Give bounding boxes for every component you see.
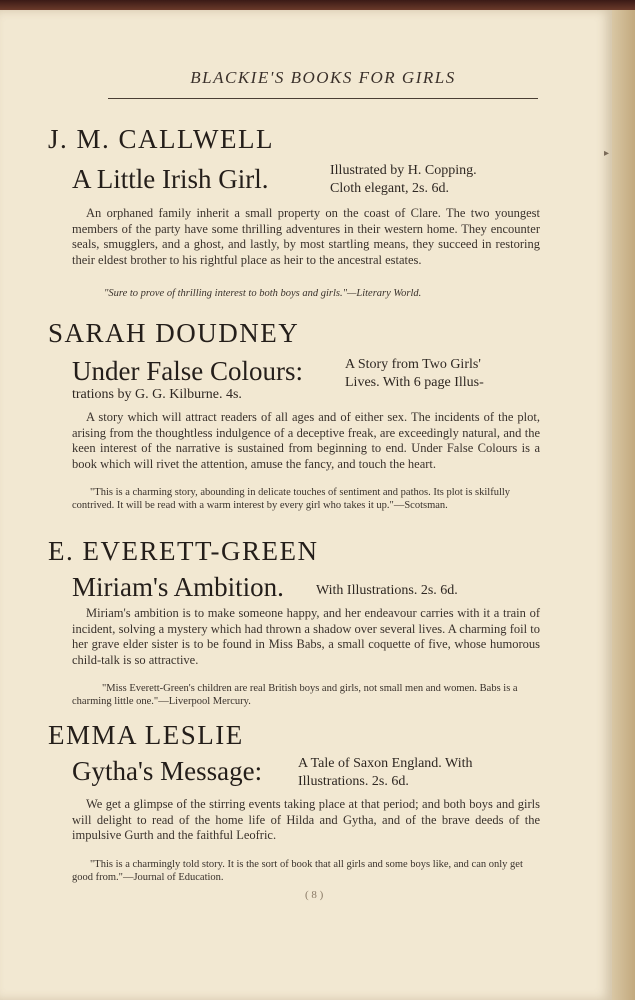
book-details <box>345 356 540 392</box>
book-details: With Illustrations. 2s. 6d. <box>316 583 458 598</box>
book-description: We get a glimpse of the stirring events taking place at that period; and both boys and girls will delight to read of the home life of Hilda and Gytha, and of the brave deeds of the impulsive Gurth and the faithful Leofric. <box>72 797 540 843</box>
margin-mark: ▸ <box>604 148 610 159</box>
book-details-line: A Story from Two Girls' <box>345 357 481 372</box>
book-details-line: Cloth elegant, 2s. 6d. <box>330 181 449 196</box>
author-heading: J. M. CALLWELL <box>48 124 274 154</box>
author-heading: EMMA LESLIE <box>48 720 244 750</box>
book-details-line: Illustrations. 2s. 6d. <box>298 774 409 789</box>
book-details <box>330 162 540 198</box>
book-details-line: Lives. With 6 page Illus- <box>345 375 484 390</box>
press-quote: "This is a charming story, abounding in delicate touches of sentiment and pathos. Its plot is skilfully contrived. It will be read with a warm interest by every girl who takes it up."—Scotsman. <box>72 487 511 511</box>
book-title: Miriam's Ambition. <box>72 572 284 602</box>
book-title: Under False Colours: <box>72 356 303 386</box>
book-description: An orphaned family inherit a small property on the coast of Clare. The two youngest members of the party have some thrilling adventures in their western home. They encounter seals, smugglers, and a ghost, and lastly, by most startling means, they succeed in restoring their eldest brother to his rightful place as heir to the ancestral estates. <box>72 206 540 267</box>
book-title: Gytha's Message: <box>72 756 263 786</box>
press-quote: "Sure to prove of thrilling interest to both boys and girls."—Literary World. <box>104 288 422 299</box>
book-description: A story which will attract readers of all ages and of either sex. The incidents of the plot, arising from the thoughtless indulgence of a deceptive freak, are exceedingly natural, and the keen interest of the narrative is sustained from beginning to end. Under False Colours is a book which will rivet the attention, amuse the fancy, and touch the heart. <box>72 410 540 471</box>
book-details <box>298 755 540 791</box>
top-binding-strip <box>0 0 635 10</box>
book-details-line: A Tale of Saxon England. With <box>298 756 473 771</box>
running-head-rule <box>108 98 538 99</box>
book-details-continued: trations by G. G. Kilburne. 4s. <box>72 387 242 402</box>
press-quote: "This is a charmingly told story. It is the sort of book that all girls and some boys like, and can only get good from."—Journal of Education. <box>72 859 523 883</box>
book-description: Miriam's ambition is to make someone happy, and her endeavour carries with it a train of incident, solving a mystery which had thrown a shadow over several lives. A charming foil to her grave elder sister is to be found in Miss Babs, a small coquette of five, whose humorous child-talk is so attractive. <box>72 606 540 667</box>
book-details-line: Illustrated by H. Copping. <box>330 163 477 178</box>
book-title: A Little Irish Girl. <box>72 164 269 194</box>
running-head: BLACKIE'S BOOKS FOR GIRLS <box>190 68 456 87</box>
author-heading: SARAH DOUDNEY <box>48 318 300 348</box>
author-heading: E. EVERETT-GREEN <box>48 536 319 566</box>
page-number: ( 8 ) <box>305 889 324 901</box>
press-quote: "Miss Everett-Green's children are real British boys and girls, not small men and women. Babs is a charming little one."—Liverpool Mercury. <box>72 683 518 707</box>
page-edge <box>612 10 635 1000</box>
